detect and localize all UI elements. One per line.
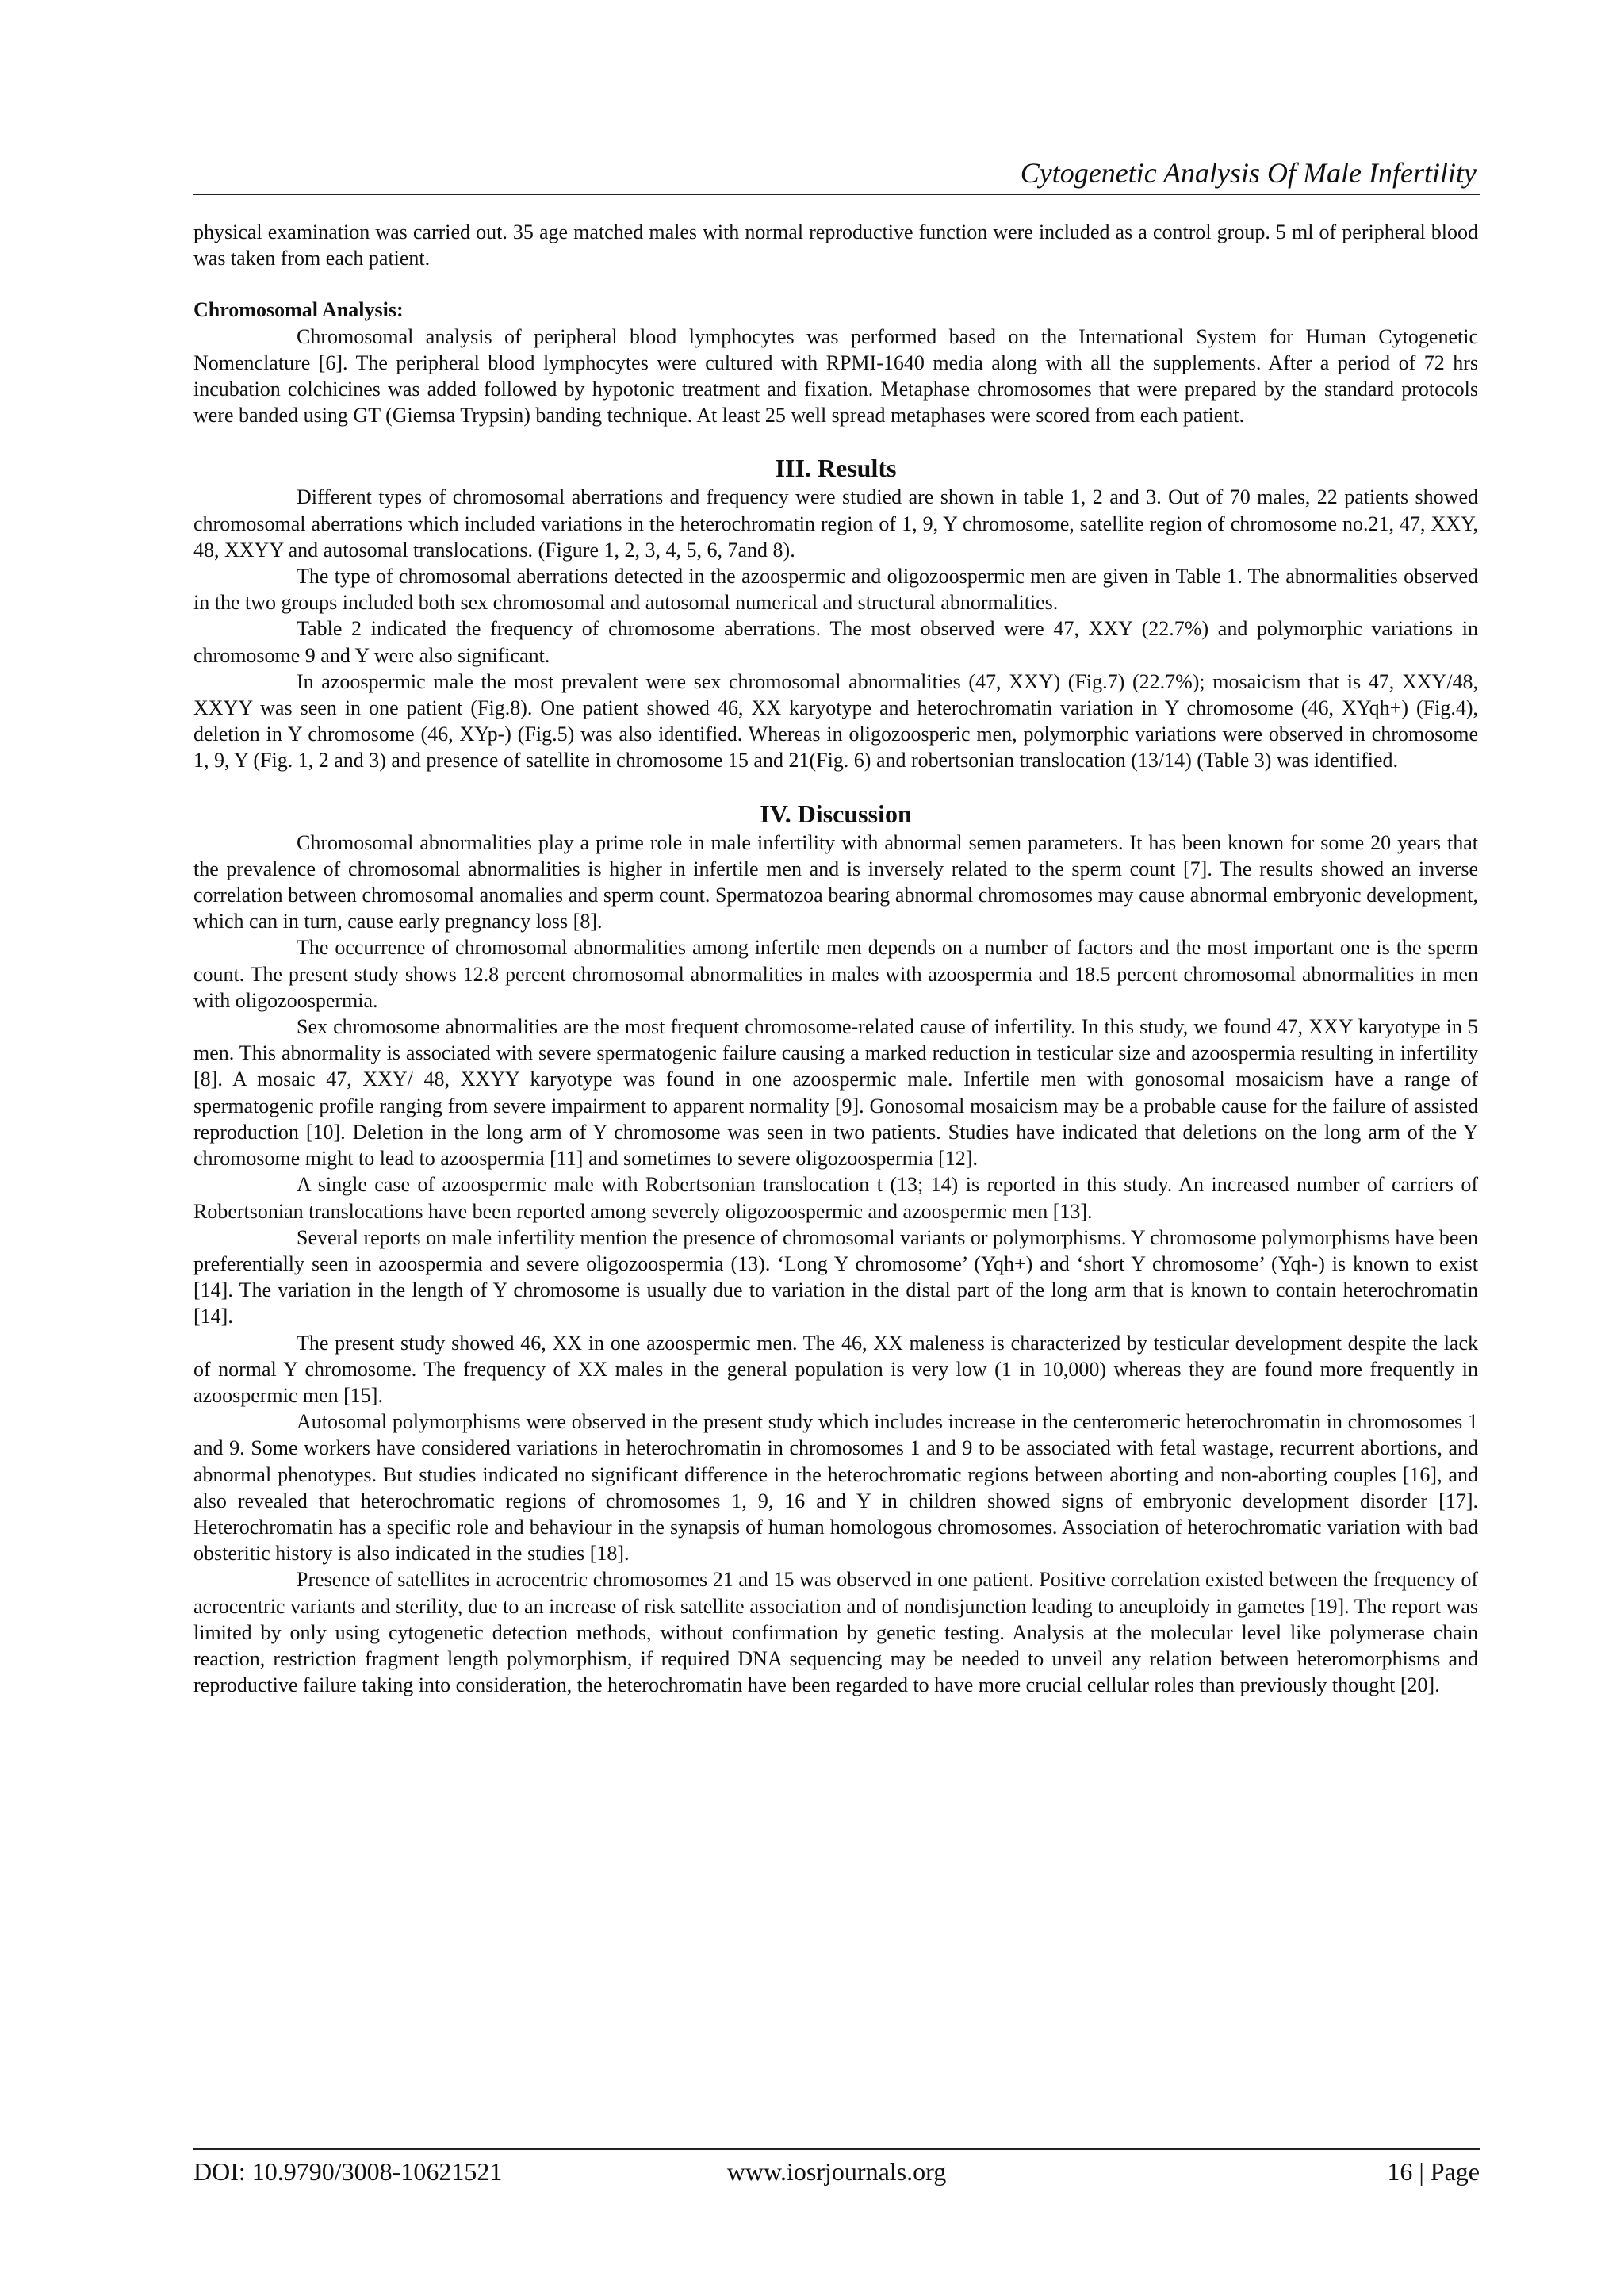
spacer <box>193 774 1478 798</box>
article-body <box>193 219 1478 1698</box>
spacer <box>193 271 1478 297</box>
discussion-paragraph-3: Sex chromosome abnormalities are the most frequent chromosome-related cause of infertility. In this study, we found 47, XXY karyotype in 5 men. This abnormality is associated with severe spermatogenic failure causing a marked reduction in testicular size and azoospermia resulting in infertility [8]. A mosaic 47, XXY/ 48, XXYY karyotype was found in one azoospermic male. Infertile men with gonosomal mosaicism have a range of spermatogenic profile ranging from severe impairment to apparent normality [9]. Gonosomal mosaicism may be a probable cause for the failure of assisted reproduction [10]. Deletion in the long arm of Y chromosome was seen in two patients. Studies have indicated that deletions on the long arm of the Y chromosome might to lead to azoospermia [11] and sometimes to severe oligozoospermia [12]. <box>193 1015 1478 1171</box>
running-header-title: Cytogenetic Analysis Of Male Infertility <box>1020 157 1477 189</box>
footer-website-link[interactable]: www.iosrjournals.org <box>726 2157 947 2186</box>
discussion-paragraph-5: Several reports on male infertility mention the presence of chromosomal variants or polymorphisms. Y chromosome polymorphisms have been preferentially seen in azoospermia and severe oligozoospermia (13). ‘Long Y chromosome’ (Yqh+) and ‘short Y chromosome’ (Yqh-) is known to exist [14]. The variation in the length of Y chromosome is usually due to variation in the distal part of the long arm that is known to contain heterochromatin [14]. <box>193 1225 1478 1328</box>
results-paragraph-3: Table 2 indicated the frequency of chromosome aberrations. The most observed were 47, XXY (22.7%) and polymorphic variations in chromosome 9 and Y were also significant. <box>193 617 1478 667</box>
chromosomal-analysis-heading: Chromosomal Analysis: <box>193 298 404 322</box>
discussion-heading: IV. Discussion <box>760 799 912 828</box>
header-divider <box>193 194 1480 195</box>
discussion-paragraph-7: Autosomal polymorphisms were observed in the present study which includes increase in the centeromeric heterochromatin in chromosomes 1 and 9. Some workers have considered variations in heterochromatin in chromosomes 1 and 9 to be associated with fetal wastage, recurrent abortions, and abnormal phenotypes. But studies indicated no significant difference in the heterochromatic regions between aborting and non-aborting couples [16], and also revealed that heterochromatic regions of chromosomes 1, 9, 16 and Y in children showed signs of embryonic development disorder [17]. Heterochromatin has a specific role and behaviour in the synapsis of human homologous chromosomes. Association of heterochromatic variation with bad obsteritic history is also indicated in the studies [18]. <box>193 1410 1478 1566</box>
footer-doi: DOI: 10.9790/3008-10621521 <box>193 2157 503 2186</box>
results-paragraph-2: The type of chromosomal aberrations detected in the azoospermic and oligozoospermic men are given in Table 1. The abnormalities observed in the two groups included both sex chromosomal and autosomal numerical and structural abnormalities. <box>193 565 1478 615</box>
discussion-paragraph-1: Chromosomal abnormalities play a prime role in male infertility with abnormal semen parameters. It has been known for some 20 years that the prevalence of chromosomal abnormalities is higher in infertile men and is inversely related to the sperm count [7]. The results showed an inverse correlation between chromosomal anomalies and sperm count. Spermatozoa bearing abnormal chromosomes may cause abnormal embryonic development, which can in turn, cause early pregnancy loss [8]. <box>193 830 1478 933</box>
discussion-paragraph-6: The present study showed 46, XX in one azoospermic men. The 46, XX maleness is characterized by testicular development despite the lack of normal Y chromosome. The frequency of XX males in the general population is very low (1 in 10,000) whereas they are found more frequently in azoospermic men [15]. <box>193 1331 1478 1407</box>
intro-paragraph: physical examination was carried out. 35 age matched males with normal reproductive function were included as a control group. 5 ml of peripheral blood was taken from each patient. <box>193 220 1478 270</box>
discussion-paragraph-4: A single case of azoospermic male with Robertsonian translocation t (13; 14) is reported in this study. An increased number of carriers of Robertsonian translocations have been reported among severely oligozoospermic and azoospermic men [13]. <box>193 1173 1478 1223</box>
discussion-paragraph-8: Presence of satellites in acrocentric chromosomes 21 and 15 was observed in one patient. Positive correlation existed between the frequency of acrocentric variants and sterility, due to an increase of risk satellite association and of nondisjunction leading to aneuploidy in gametes [19]. The report was limited by only using cytogenetic detection methods, without confirmation by genetic testing. Analysis at the molecular level like polymerase chain reaction, restriction fragment length polymorphism, if required DNA sequencing may be needed to unveil any relation between heteromorphisms and reproductive failure taking into consideration, the heterochromatin have been regarded to have more crucial cellular roles than previously thought [20]. <box>193 1568 1478 1697</box>
chromosomal-analysis-paragraph: Chromosomal analysis of peripheral blood lymphocytes was performed based on the International System for Human Cytogenetic Nomenclature [6]. The peripheral blood lymphocytes were cultured with RPMI-1640 media along with all the supplements. After a period of 72 hrs incubation colchicines was added followed by hypotonic treatment and fixation. Metaphase chromosomes that were prepared by the standard protocols were banded using GT (Giemsa Trypsin) banding technique. At least 25 well spread metaphases were scored from each patient. <box>193 324 1478 427</box>
spacer <box>193 428 1478 452</box>
discussion-paragraph-2: The occurrence of chromosomal abnormalities among infertile men depends on a number of factors and the most important one is the sperm count. The present study shows 12.8 percent chromosomal abnormalities in males with azoospermia and 18.5 percent chromosomal abnormalities in men with oligozoospermia. <box>193 936 1478 1012</box>
footer-page-number: 16 | Page <box>1387 2157 1480 2186</box>
results-paragraph-1: Different types of chromosomal aberrations and frequency were studied are shown in table 1, 2 and 3. Out of 70 males, 22 patients showed chromosomal aberrations which included variations in the heterochromatin region of 1, 9, Y chromosome, satellite region of chromosome no.21, 47, XXY, 48, XXYY and autosomal translocations. (Figure 1, 2, 3, 4, 5, 6, 7and 8). <box>193 485 1478 562</box>
results-heading: III. Results <box>775 454 897 483</box>
footer-divider <box>193 2148 1480 2150</box>
results-paragraph-4: In azoospermic male the most prevalent were sex chromosomal abnormalities (47, XXY) (Fig.7) (22.7%); mosaicism that is 47, XXY/48, XXYY was seen in one patient (Fig.8). One patient showed 46, XX karyotype and heterochromatin variation in Y chromosome (46, XYqh+) (Fig.4), deletion in Y chromosome (46, XYp-) (Fig.5) was also identified. Whereas in oligozoosperic men, polymorphic variations were observed in chromosome 1, 9, Y (Fig. 1, 2 and 3) and presence of satellite in chromosome 15 and 21(Fig. 6) and robertsonian translocation (13/14) (Table 3) was identified. <box>193 669 1478 772</box>
